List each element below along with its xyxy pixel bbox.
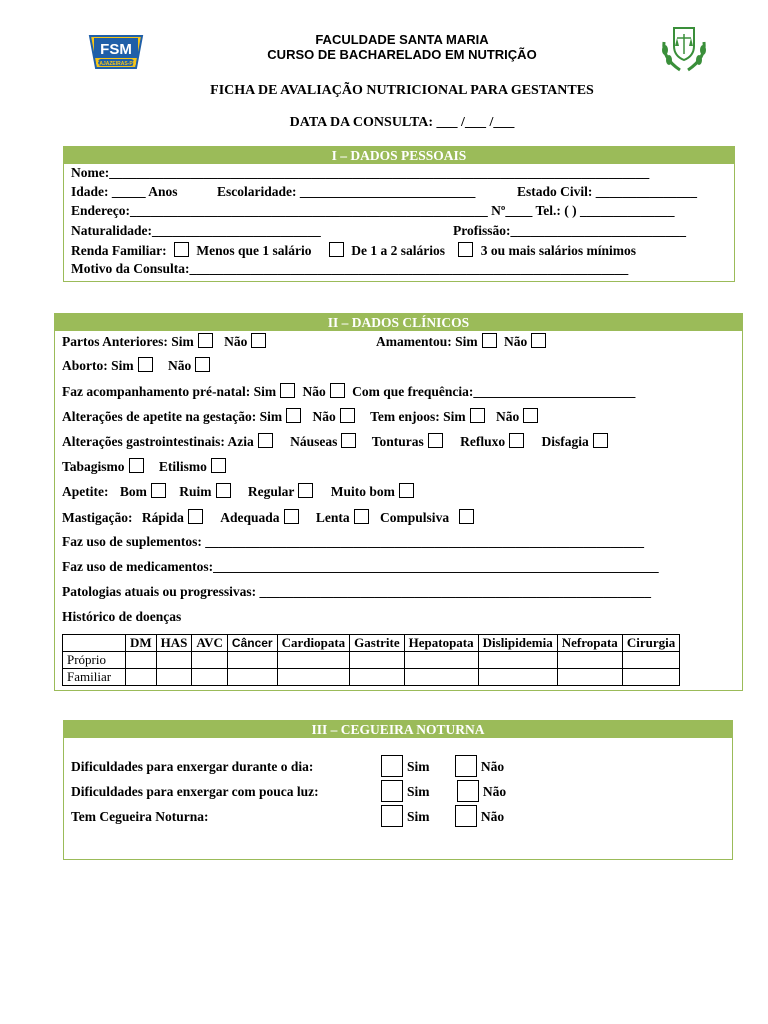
table-cell[interactable]: [227, 652, 277, 669]
apetite-gestacao-label: Alterações de apetite na gestação: Sim: [62, 409, 283, 424]
table-cell[interactable]: [126, 652, 157, 669]
habits-row: [62, 458, 230, 475]
table-header-row: [63, 635, 680, 652]
muito-bom-label: Muito bom: [330, 484, 395, 499]
table-row: [63, 669, 680, 686]
enjoos-label: Tem enjoos: Sim: [370, 409, 466, 424]
rapida-label: Rápida: [141, 510, 184, 525]
q2-nao-label: Não: [482, 784, 507, 799]
consult-date-field[interactable]: DATA DA CONSULTA: ___ /___ /___: [289, 115, 515, 130]
table-cell[interactable]: [156, 669, 192, 686]
ruim-label: Ruim: [179, 484, 212, 499]
naturalidade-field[interactable]: Naturalidade:_________________________: [71, 223, 321, 238]
compulsiva-checkbox[interactable]: [459, 509, 474, 524]
q3-nao-label: Não: [480, 809, 505, 824]
table-header: Dislipidemia: [478, 635, 557, 652]
rapida-checkbox[interactable]: [188, 509, 203, 524]
nauseas-label: Náuseas: [290, 434, 338, 449]
etilismo-label: Etilismo: [158, 459, 207, 474]
partos-row: [62, 333, 270, 350]
section-title: I – DADOS PESSOAIS: [64, 147, 734, 164]
azia-checkbox[interactable]: [258, 433, 273, 448]
table-cell[interactable]: [227, 669, 277, 686]
historico-heading: Histórico de doenças: [62, 609, 182, 624]
table-cell[interactable]: [478, 652, 557, 669]
apetite-label: Apetite:: [62, 484, 109, 499]
tabagismo-label: Tabagismo: [62, 459, 125, 474]
renda-row: [71, 242, 636, 259]
table-cell[interactable]: [126, 669, 157, 686]
q2-options: [377, 780, 506, 802]
partos-nao-label: Não: [224, 334, 248, 349]
renda-label: Renda Familiar:: [71, 243, 167, 258]
idade-field[interactable]: Idade: _____ Anos: [71, 184, 178, 199]
gastro-label: Alterações gastrointestinais: Azia: [62, 434, 254, 449]
table-cell[interactable]: [277, 652, 350, 669]
amamentou-row: [376, 333, 550, 350]
prenatal-nao-label: Não: [302, 384, 326, 399]
table-header: Nefropata: [557, 635, 622, 652]
apetite-gestacao-nao-checkbox[interactable]: [340, 408, 355, 423]
tonturas-checkbox[interactable]: [428, 433, 443, 448]
partos-sim-checkbox[interactable]: [198, 333, 213, 348]
q2-label: Dificuldades para enxergar com pouca luz:: [71, 784, 319, 799]
table-cell[interactable]: [350, 669, 404, 686]
frequencia-field[interactable]: Com que frequência:________________________: [352, 384, 636, 399]
apetite-row: [62, 483, 418, 500]
tabagismo-checkbox[interactable]: [129, 458, 144, 473]
compulsiva-label: Compulsiva: [380, 510, 450, 525]
table-header: Gastrite: [350, 635, 404, 652]
svg-text:FSM: FSM: [100, 41, 132, 58]
medicamentos-field[interactable]: Faz uso de medicamentos:__________________________________________________________________: [62, 559, 659, 574]
table-cell[interactable]: [156, 652, 192, 669]
aborto-nao-label: Não: [168, 358, 192, 373]
q1-sim-label: Sim: [407, 759, 430, 774]
amamentou-nao-checkbox[interactable]: [531, 333, 546, 348]
q2-nao-checkbox[interactable]: [457, 780, 479, 802]
patologias-field[interactable]: Patologias atuais ou progressivas: __________________________________________________________: [62, 584, 652, 599]
table-cell[interactable]: [192, 652, 228, 669]
q2-sim-label: Sim: [407, 784, 430, 799]
adequada-checkbox[interactable]: [284, 509, 299, 524]
muito-bom-checkbox[interactable]: [399, 483, 414, 498]
q3-sim-label: Sim: [407, 809, 430, 824]
table-header: DM: [126, 635, 157, 652]
amamentou-sim-checkbox[interactable]: [482, 333, 497, 348]
estado-civil-field[interactable]: Estado Civil: _______________: [517, 184, 698, 199]
bom-checkbox[interactable]: [151, 483, 166, 498]
table-cell[interactable]: [478, 669, 557, 686]
apetite-gestacao-row: [62, 408, 542, 425]
svg-text:CAJAZEIRAS-PB: CAJAZEIRAS-PB: [95, 61, 137, 67]
q3-options: [377, 805, 504, 827]
prenatal-row: [62, 383, 635, 400]
renda-opt2-label: De 1 a 2 salários: [351, 243, 446, 258]
row-label-familiar: Familiar: [63, 669, 126, 686]
aborto-row: [62, 357, 214, 374]
apetite-gestacao-sim-checkbox[interactable]: [286, 408, 301, 423]
refluxo-label: Refluxo: [460, 434, 506, 449]
amamentou-label: Amamentou: Sim: [376, 334, 478, 349]
disfagia-checkbox[interactable]: [593, 433, 608, 448]
renda-opt3-label: 3 ou mais salários mínimos: [480, 243, 637, 258]
nome-field[interactable]: Nome:________________________________________________________________________________: [71, 165, 650, 180]
historico-table: [62, 634, 680, 686]
q1-nao-checkbox[interactable]: [455, 755, 477, 777]
table-header: Hepatopata: [404, 635, 478, 652]
section-title: II – DADOS CLÍNICOS: [55, 314, 742, 331]
q1-label: Dificuldades para enxergar durante o dia:: [71, 759, 314, 774]
q1-nao-label: Não: [480, 759, 505, 774]
mastigacao-label: Mastigação:: [62, 510, 133, 525]
refluxo-checkbox[interactable]: [509, 433, 524, 448]
escolaridade-field[interactable]: Escolaridade: __________________________: [217, 184, 476, 199]
mastigacao-row: [62, 509, 478, 526]
endereco-field[interactable]: Endereço:_____________________________________________________ Nº____ Tel.: ( ) ______________: [71, 203, 675, 218]
row-label-proprio: Próprio: [63, 652, 126, 669]
table-cell[interactable]: [192, 669, 228, 686]
apetite-gestacao-nao-label: Não: [312, 409, 336, 424]
q3-nao-checkbox[interactable]: [455, 805, 477, 827]
table-cell[interactable]: [622, 669, 679, 686]
aborto-sim-checkbox[interactable]: [138, 357, 153, 372]
enjoos-nao-label: Não: [495, 409, 520, 424]
adequada-label: Adequada: [220, 510, 280, 525]
q1-options: [377, 755, 504, 777]
table-cell[interactable]: [404, 669, 478, 686]
ruim-checkbox[interactable]: [216, 483, 231, 498]
partos-label: Partos Anteriores: Sim: [62, 334, 194, 349]
amamentou-nao-label: Não: [504, 334, 528, 349]
table-cell[interactable]: [557, 669, 622, 686]
q3-sim-checkbox[interactable]: [381, 805, 403, 827]
renda-opt3-checkbox[interactable]: [458, 242, 473, 257]
lenta-checkbox[interactable]: [354, 509, 369, 524]
tonturas-label: Tonturas: [371, 434, 424, 449]
q2-sim-checkbox[interactable]: [381, 780, 403, 802]
table-header-empty: [63, 635, 126, 652]
lenta-label: Lenta: [315, 510, 350, 525]
bom-label: Bom: [119, 484, 147, 499]
renda-opt1-label: Menos que 1 salário: [196, 243, 312, 258]
enjoos-nao-checkbox[interactable]: [523, 408, 538, 423]
prenatal-nao-checkbox[interactable]: [330, 383, 345, 398]
table-cell[interactable]: [404, 652, 478, 669]
table-cell[interactable]: [622, 652, 679, 669]
course-name: CURSO DE BACHARELADO EM NUTRIÇÃO: [267, 47, 537, 62]
section-title: III – CEGUEIRA NOTURNA: [64, 721, 732, 738]
table-cell[interactable]: [557, 652, 622, 669]
table-header: Cardiopata: [277, 635, 350, 652]
nauseas-checkbox[interactable]: [341, 433, 356, 448]
disfagia-label: Disfagia: [541, 434, 589, 449]
table-row: [63, 652, 680, 669]
partos-nao-checkbox[interactable]: [251, 333, 266, 348]
etilismo-checkbox[interactable]: [211, 458, 226, 473]
enjoos-sim-checkbox[interactable]: [470, 408, 485, 423]
renda-opt1-checkbox[interactable]: [174, 242, 189, 257]
profissao-field[interactable]: Profissão:__________________________: [453, 223, 686, 238]
table-header: AVC: [192, 635, 228, 652]
q3-label: Tem Cegueira Noturna:: [71, 809, 209, 824]
gastro-row: [62, 433, 612, 450]
nutrition-emblem: [656, 22, 712, 78]
form-title: FICHA DE AVALIAÇÃO NUTRICIONAL PARA GESTANTES: [210, 83, 594, 98]
table-header: Cirurgia: [622, 635, 679, 652]
table-header: HAS: [156, 635, 192, 652]
aborto-label: Aborto: Sim: [62, 358, 134, 373]
renda-opt2-checkbox[interactable]: [329, 242, 344, 257]
table-cell[interactable]: [350, 652, 404, 669]
regular-checkbox[interactable]: [298, 483, 313, 498]
regular-label: Regular: [247, 484, 295, 499]
prenatal-label: Faz acompanhamento pré-natal: Sim: [62, 384, 277, 399]
table-header: Câncer: [227, 635, 277, 652]
aborto-nao-checkbox[interactable]: [195, 357, 210, 372]
institution-name: FACULDADE SANTA MARIA: [315, 32, 489, 47]
table-cell[interactable]: [277, 669, 350, 686]
prenatal-sim-checkbox[interactable]: [280, 383, 295, 398]
suplementos-field[interactable]: Faz uso de suplementos: _________________________________________________________________: [62, 534, 645, 549]
q1-sim-checkbox[interactable]: [381, 755, 403, 777]
motivo-field[interactable]: Motivo da Consulta:_________________________________________________________________: [71, 261, 629, 276]
